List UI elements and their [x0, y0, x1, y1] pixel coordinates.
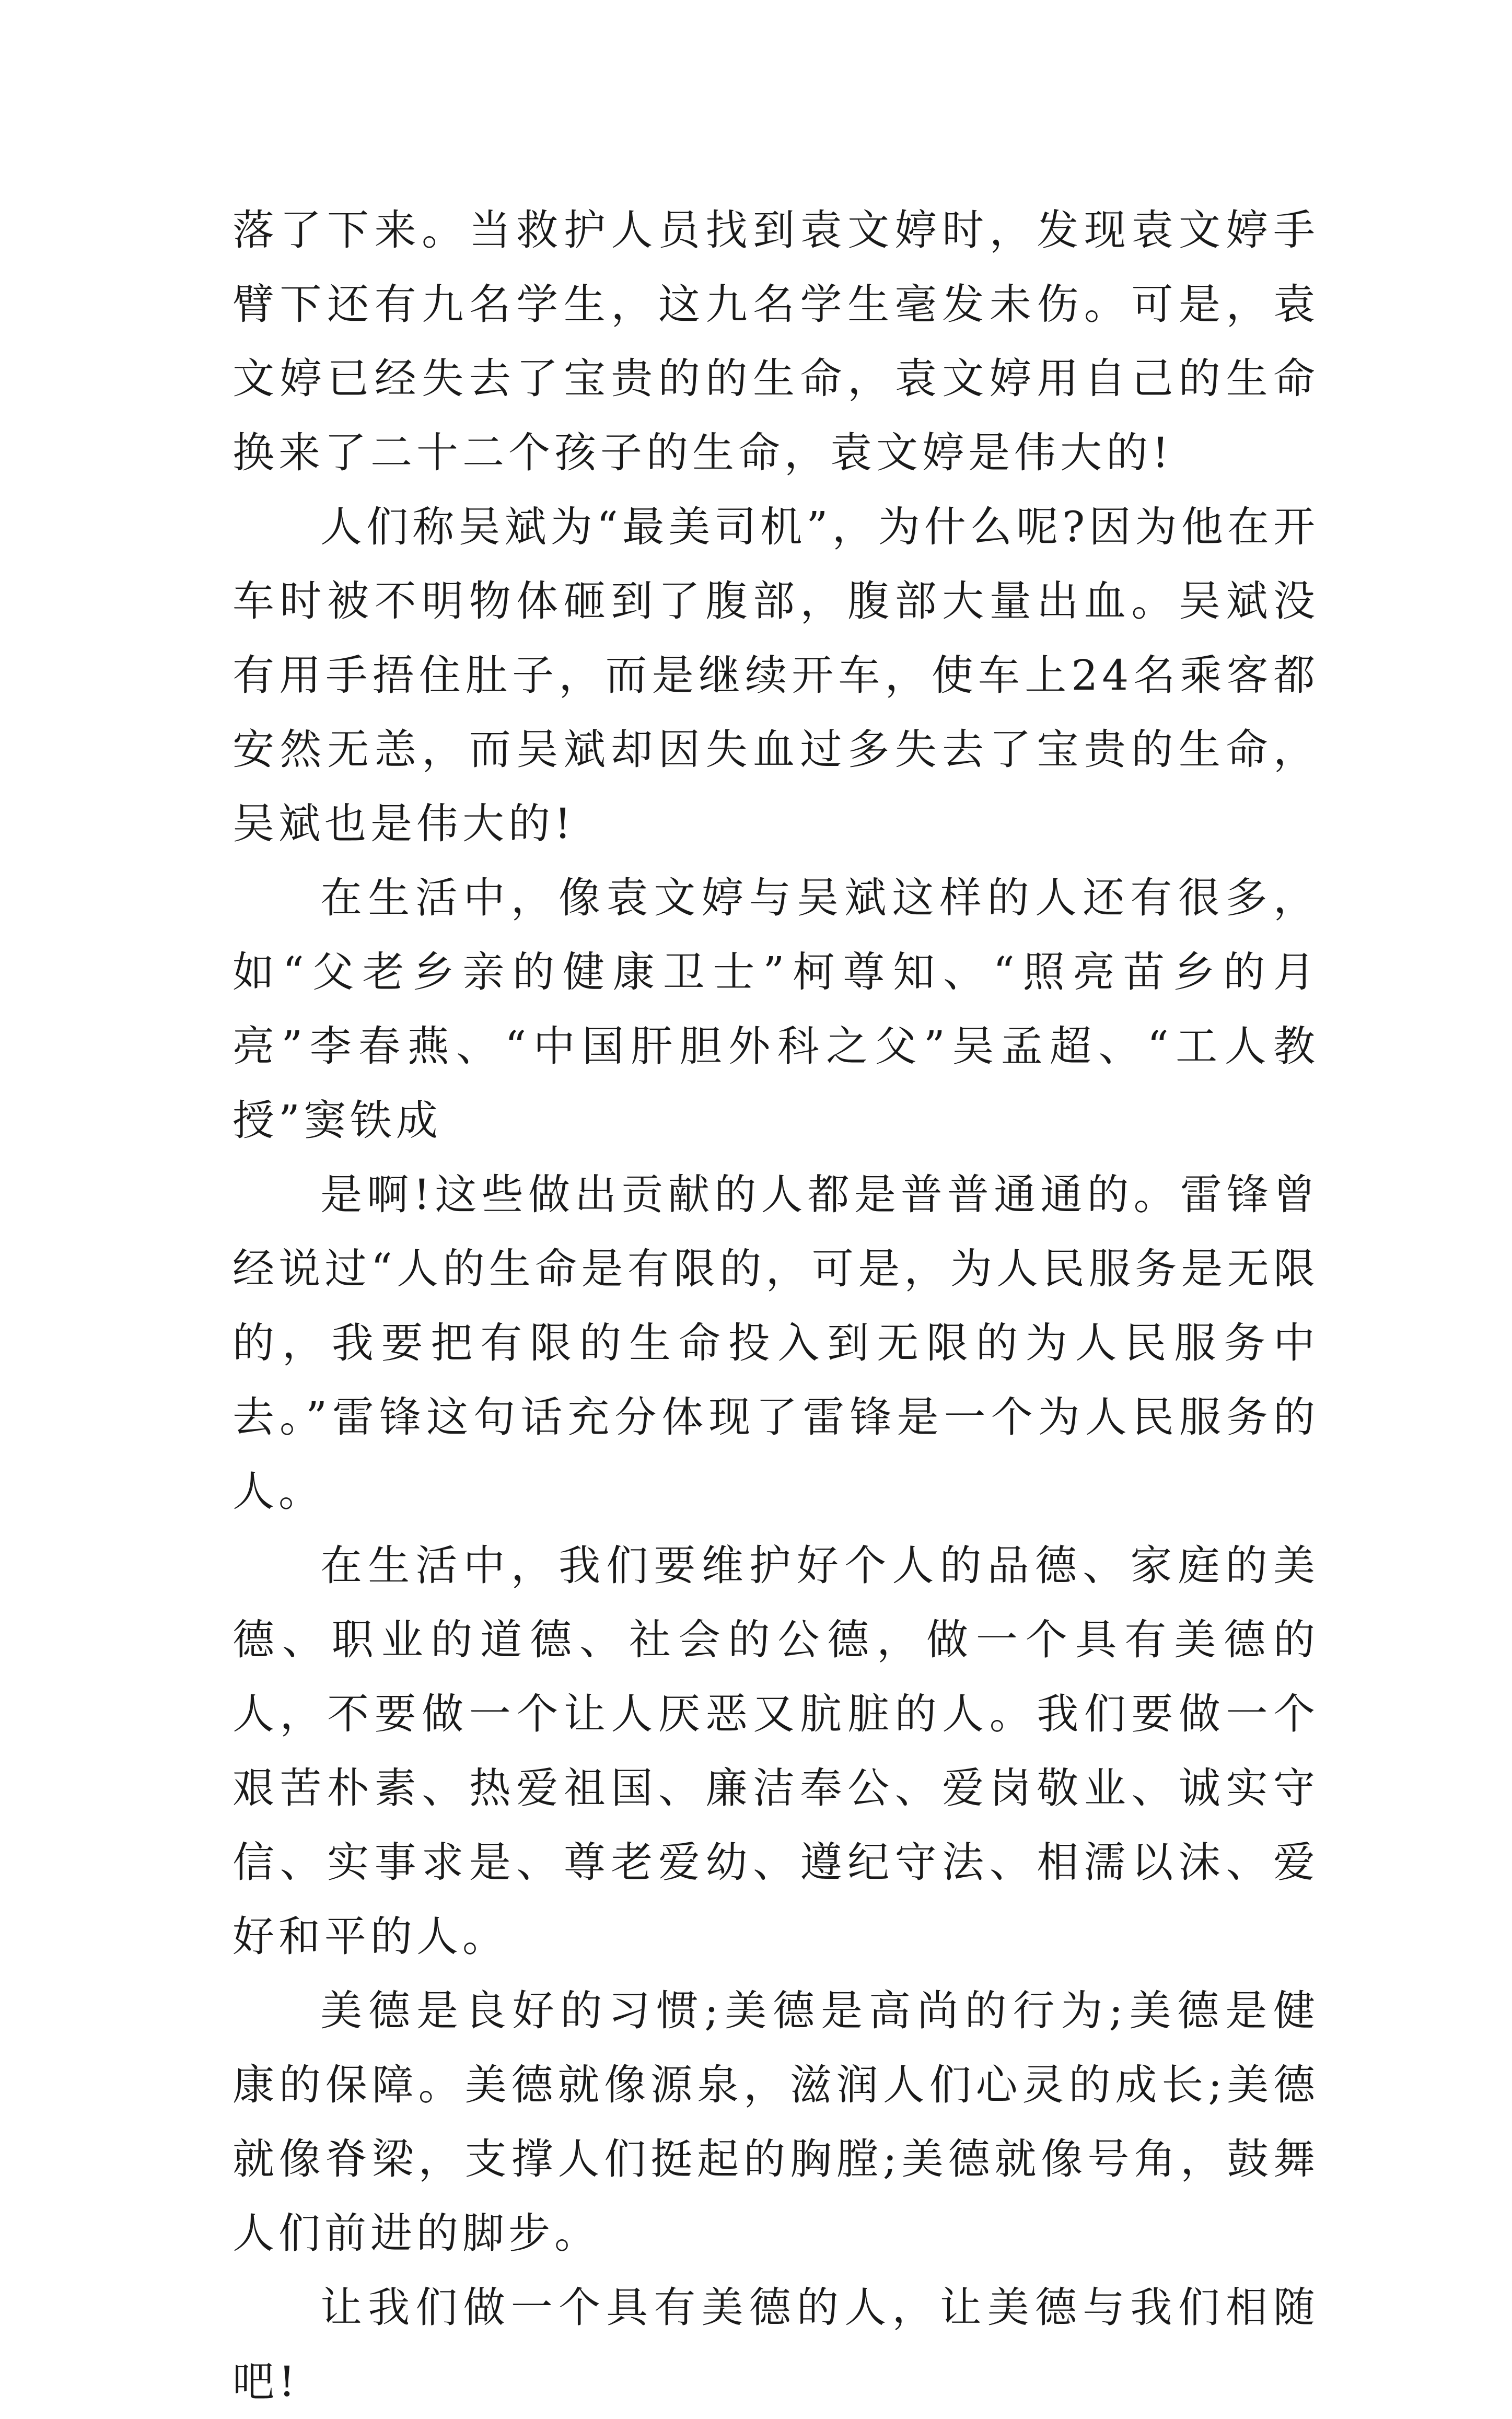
paragraph-lei-feng: 是啊!这些做出贡献的人都是普普通通的。雷锋曾经说过“人的生命是有限的，可是，为人民服务是无限的，我要把有限的生命投入到无限的为人民服务中去。”雷锋这句话充分体现了雷锋是一个为人民服务的人。 — [232, 1170, 1319, 1516]
paragraph-closing: 让我们做一个具有美德的人，让美德与我们相随吧! — [232, 2283, 1319, 2406]
paragraph-virtue-metaphors: 美德是良好的习惯;美德是高尚的行为;美德是健康的保障。美德就像源泉，滋润人们心灵的成长;美德就像脊梁，支撑人们挺起的胸膛;美德就像号角，鼓舞人们前进的脚步。 — [232, 1986, 1319, 2258]
document-body — [232, 193, 1319, 2419]
paragraph-continued: 落了下来。当救护人员找到袁文婷时，发现袁文婷手臂下还有九名学生，这九名学生毫发未伤。可是，袁文婷已经失去了宝贵的的生命，袁文婷用自己的生命换来了二十二个孩子的生命，袁文婷是伟大的! — [232, 206, 1319, 477]
paragraph-virtues: 在生活中，我们要维护好个人的品德、家庭的美德、职业的道德、社会的公德，做一个具有美德的人，不要做一个让人厌恶又肮脏的人。我们要做一个艰苦朴素、热爱祖国、廉洁奉公、爱岗敬业、诚实守信、实事求是、尊老爱幼、遵纪守法、相濡以沫、爱好和平的人。 — [232, 1541, 1319, 1961]
paragraph-wu-bin: 人们称吴斌为“最美司机”，为什么呢?因为他在开车时被不明物体砸到了腹部，腹部大量出血。吴斌没有用手捂住肚子，而是继续开车，使车上24名乘客都安然无恙，而吴斌却因失血过多失去了宝贵的生命，吴斌也是伟大的! — [232, 503, 1319, 848]
paragraph-examples: 在生活中，像袁文婷与吴斌这样的人还有很多，如“父老乡亲的健康卫士”柯尊知、“照亮苗乡的月亮”李春燕、“中国肝胆外科之父”吴孟超、“工人教授”窦铁成 — [232, 874, 1319, 1145]
